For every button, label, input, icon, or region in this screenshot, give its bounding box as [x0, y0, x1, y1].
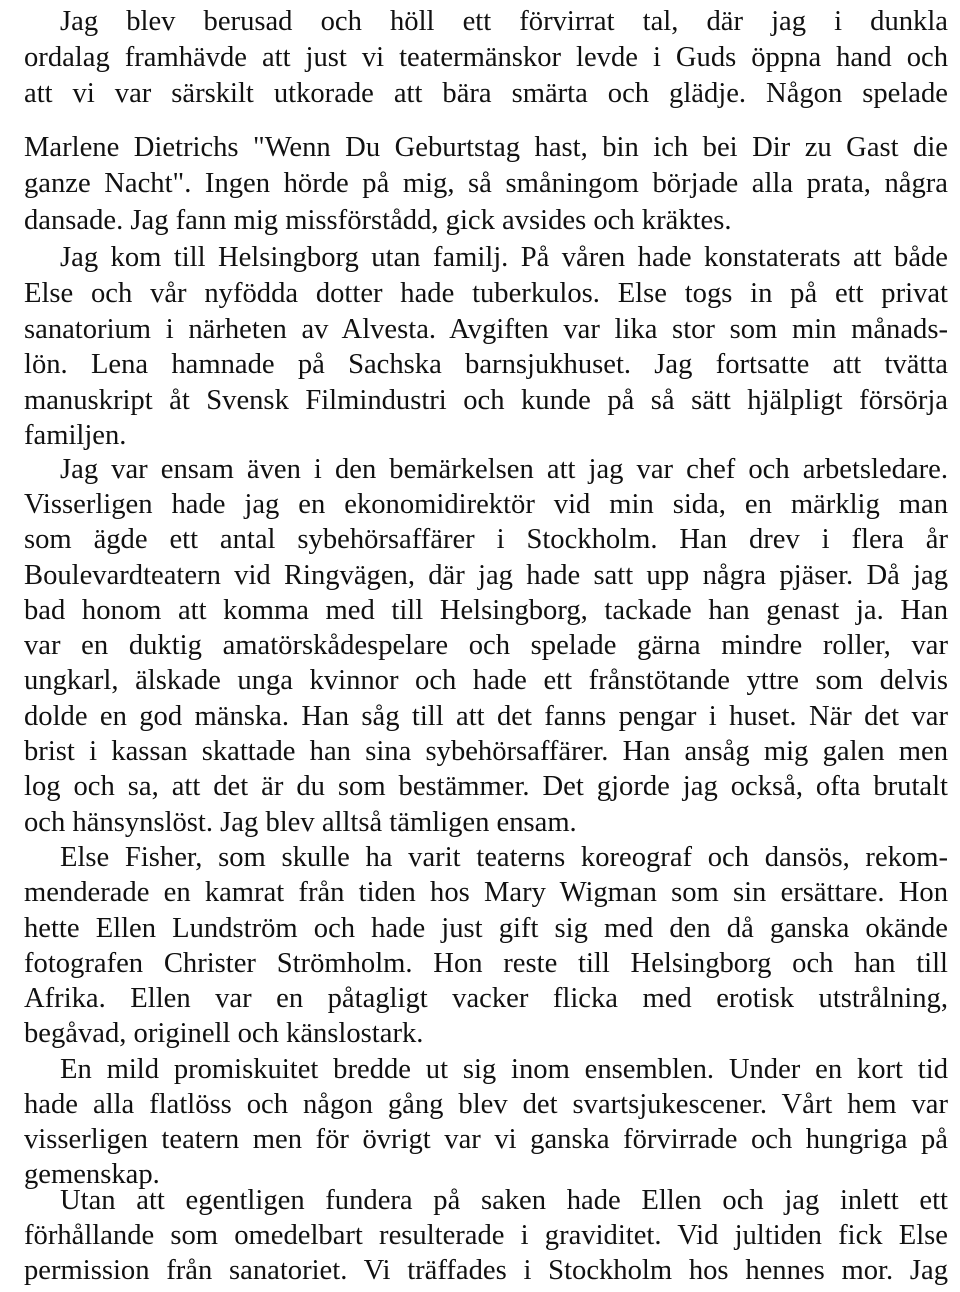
- text-line: Else och vår nyfödda dotter hade tuberkulos. Else togs in på ett privat: [24, 278, 948, 309]
- text-line: hade alla flatlöss och någon gång blev det svartsjukescener. Vårt hem var: [24, 1089, 948, 1120]
- text-line: gemenskap.: [24, 1159, 160, 1190]
- text-line: familjen.: [24, 420, 127, 451]
- text-line: log och sa, att det är du som bestämmer. Det gjorde jag också, ofta brutalt: [24, 771, 948, 802]
- text-line: menderade en kamrat från tiden hos Mary Wigman som sin ersättare. Hon: [24, 877, 948, 908]
- text-line: Marlene Dietrichs "Wenn Du Geburtstag hast, bin ich bei Dir zu Gast die: [24, 132, 948, 163]
- text-line: En mild promiskuitet bredde ut sig inom ensemblen. Under en kort tid: [60, 1054, 948, 1085]
- text-line: Afrika. Ellen var en påtagligt vacker flicka med erotisk utstrålning,: [24, 983, 948, 1014]
- text-line: Else Fisher, som skulle ha varit teaterns koreograf och dansös, rekom-: [60, 842, 948, 873]
- text-line: Jag var ensam även i den bemärkelsen att jag var chef och arbetsledare.: [60, 454, 948, 485]
- text-line: ganze Nacht". Ingen hörde på mig, så småningom började alla prata, några: [24, 168, 948, 199]
- text-line: dolde en god mänska. Han såg till att det fanns pengar i huset. När det var: [24, 701, 948, 732]
- text-line: bad honom att komma med till Helsingborg, tackade han genast ja. Han: [24, 595, 948, 626]
- text-line: Jag kom till Helsingborg utan familj. På våren hade konstaterats att både: [60, 242, 948, 273]
- text-line: att vi var särskilt utkorade att bära smärta och glädje. Någon spelade: [24, 78, 948, 109]
- text-line: permission från sanatoriet. Vi träffades i Stockholm hos hennes mor. Jag: [24, 1255, 948, 1286]
- text-line: förhållande som omedelbart resulterade i graviditet. Vid jultiden fick Else: [24, 1220, 948, 1251]
- text-line: Visserligen hade jag en ekonomidirektör vid min sida, en märklig man: [24, 489, 948, 520]
- text-line: manuskript åt Svensk Filmindustri och kunde på så sätt hjälpligt försörja: [24, 385, 948, 416]
- text-line: hette Ellen Lundström och hade just gift sig med den då ganska okände: [24, 913, 948, 944]
- text-line: visserligen teatern men för övrigt var vi ganska förvirrade och hungriga på: [24, 1124, 948, 1155]
- text-line: ungkarl, älskade unga kvinnor och hade ett frånstötande yttre som delvis: [24, 665, 948, 696]
- text-line: Utan att egentligen fundera på saken hade Ellen och jag inlett ett: [60, 1185, 948, 1216]
- text-line: och hänsynslöst. Jag blev alltså tämligen ensam.: [24, 807, 577, 838]
- text-line: var en duktig amatörskådespelare och spelade gärna mindre roller, var: [24, 630, 948, 661]
- text-line: Boulevardteatern vid Ringvägen, där jag hade satt upp några pjäser. Då jag: [24, 560, 948, 591]
- text-line: lön. Lena hamnade på Sachska barnsjukhuset. Jag fortsatte att tvätta: [24, 349, 948, 380]
- text-line: fotografen Christer Strömholm. Hon reste till Helsingborg och han till: [24, 948, 948, 979]
- text-line: sanatorium i närheten av Alvesta. Avgiften var lika stor som min månads-: [24, 314, 948, 345]
- text-line: som ägde ett antal sybehörsaffärer i Stockholm. Han drev i flera år: [24, 524, 948, 555]
- text-line: Jag blev berusad och höll ett förvirrat tal, där jag i dunkla: [60, 6, 948, 37]
- text-line: ordalag framhävde att just vi teatermänskor levde i Guds öppna hand och: [24, 42, 948, 73]
- text-line: brist i kassan skattade han sina sybehörsaffärer. Han ansåg mig galen men: [24, 736, 948, 767]
- text-line: begåvad, originell och känslostark.: [24, 1018, 424, 1049]
- text-line: dansade. Jag fann mig missförstådd, gick avsides och kräktes.: [24, 205, 732, 236]
